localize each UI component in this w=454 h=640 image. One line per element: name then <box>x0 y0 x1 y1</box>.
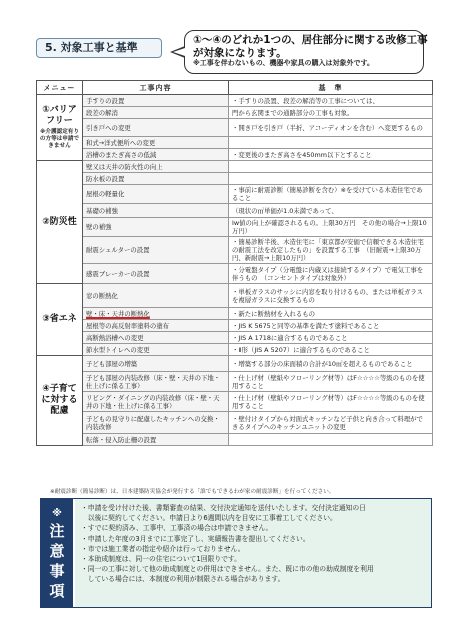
menu-title: フリー <box>46 116 73 126</box>
criteria-cell: ・Ⅱ形（JIS A 5207）に適合するものであること <box>229 344 433 356</box>
table-row <box>37 149 433 161</box>
notice-label-char: 項 <box>49 582 65 600</box>
work-cell: 基礎の補強 <box>83 204 229 218</box>
work-cell: 屋根の軽量化 <box>83 185 229 204</box>
table-row <box>37 204 433 218</box>
criteria-cell <box>229 161 433 173</box>
notice-body <box>75 499 431 607</box>
work-cell: リビング・ダイニングの内装改修（床・壁・天井の下地・仕上げに係る工事） <box>83 392 229 412</box>
menu-disaster <box>37 161 83 284</box>
notice-line: ・市では施工業者の指定や紹介は行っておりません。 <box>81 544 245 553</box>
table-row <box>37 332 433 344</box>
callout-note: ※工事を伴わないもの、機器や家具の購入は対象外です。 <box>193 59 374 67</box>
work-cell: 耐震シェルターの設置 <box>83 237 229 264</box>
criteria-cell: ・仕上げ材（壁紙やフローリング材等）はF☆☆☆☆等級のものを使用すること <box>229 372 433 392</box>
work-cell: 窓の断熱化 <box>83 284 229 308</box>
criteria-cell: ・壁付けタイプから対面式キッチンなど子供と向き合って料理ができるタイプへのキッチンユニットの変更 <box>229 412 433 434</box>
table-row <box>37 119 433 137</box>
table-row <box>37 320 433 332</box>
work-cell: 浴槽のまたぎ高さの低減 <box>83 149 229 161</box>
menu-title: に対する <box>41 395 78 405</box>
table-row <box>37 392 433 412</box>
menu-title: ②防災性 <box>42 216 77 227</box>
table-row <box>37 284 433 308</box>
criteria-cell: 門から玄関までの通路部分の工事も対象。 <box>229 107 433 119</box>
table-row <box>37 356 433 372</box>
work-cell: 防水板の設置 <box>83 173 229 185</box>
criteria-cell: ・分電盤タイプ（分電盤に内蔵又は接続するタイプ）で電気工事を伴うもの （コンセントタイプは対象外） <box>229 264 433 284</box>
callout-tail-inner <box>173 48 185 56</box>
criteria-cell: ・手すりの設置、段差の解消等の工事については、 <box>229 95 433 107</box>
section-title: 5. 対象工事と基準 <box>36 38 162 58</box>
criteria-cell: ・増築する部分の床面積の合計が10㎡を超えるものであること <box>229 356 433 372</box>
criteria-cell: Iw値の向上が確認されるもの。上限30万円 その他の場合→上限10万円） <box>229 218 433 237</box>
table-row <box>37 412 433 434</box>
criteria-cell: ・仕上げ材（壁紙やフローリング材等）はF☆☆☆☆等級のものを使用すること <box>229 392 433 412</box>
header-work: 工事内容 <box>83 81 229 95</box>
criteria-cell: ・JIS K 5675と同等の基準を満たす塗料であること <box>229 320 433 332</box>
work-cell: 子ども部屋の内装改修（床・壁・天井の下地・仕上げに係る工事） <box>83 372 229 392</box>
work-cell: 屋根等の高反射率塗料の塗布 <box>83 320 229 332</box>
table-row <box>37 95 433 107</box>
criteria-cell: （現状の㎡単価が1.0未満であって、 <box>229 204 433 218</box>
work-cell: 節水型トイレへの変更 <box>83 344 229 356</box>
callout-line2: が対象になります。 <box>193 46 287 59</box>
callout-box <box>184 30 428 74</box>
criteria-cell: ・事前に耐震診断（簡易診断を含む）※を受けている木造住宅であること <box>229 185 433 204</box>
menu-barrier-free <box>37 95 83 161</box>
work-cell: 手すりの設置 <box>83 95 229 107</box>
work-cell: 壁又は天井の防火性の向上 <box>83 161 229 173</box>
criteria-cell <box>229 173 433 185</box>
menu-title: 配慮 <box>50 406 69 416</box>
table-row <box>37 264 433 284</box>
menu-childcare <box>37 356 83 446</box>
notice-mark: ※ <box>52 508 62 519</box>
callout-line1: ①～④のどれか1つの、居住部分に関する改修工事 <box>193 34 428 46</box>
work-cell: 段差の解消 <box>83 107 229 119</box>
criteria-cell: ・新たに断熱材を入れるもの <box>229 308 433 320</box>
notice-label-char: 注 <box>49 522 65 540</box>
menu-title: ③省エネ <box>42 314 77 324</box>
notice-line: 以後に契約してください。申請日より6週間以内を目安に工事着工してください。 <box>81 514 337 523</box>
table-row <box>37 218 433 237</box>
table-row <box>37 161 433 173</box>
work-cell: 高断熱浴槽への変更 <box>83 332 229 344</box>
notice-label-char: 意 <box>49 542 65 560</box>
menu-note: ※介護認定有りの方等は申請できません <box>39 129 80 149</box>
criteria-cell: ・JIS A 1718に適合するものであること <box>229 332 433 344</box>
notice-line: ・同一の工事に対して他の助成制度との併用はできません。また、既に市の他の助成制度を利用 <box>81 565 374 574</box>
header-menu: メニュー <box>37 81 83 95</box>
table-row <box>37 185 433 204</box>
work-cell: 感震ブレーカーの設置 <box>83 264 229 284</box>
notice-box <box>40 498 432 608</box>
notice-line: している場合には、本制度の利用が制限される場合があります。 <box>81 575 285 584</box>
criteria-cell: ・開き戸を引き戸（半折、アコーディオンを含む）へ変更するもの <box>229 119 433 137</box>
work-cell: 転落・侵入防止柵の設置 <box>83 434 229 446</box>
footnote: ※耐震診断（簡易診断）は、日本建築防災協会が発行する「誰でもできるわが家の耐震診断」を行ってください。 <box>50 489 335 495</box>
criteria-cell <box>229 434 433 446</box>
notice-sidebar <box>41 499 73 607</box>
criteria-cell: ・単板ガラスのサッシに内窓を取り付けるもの、または単板ガラスを複層ガラスに交換するもの <box>229 284 433 308</box>
table-header-row <box>37 81 433 95</box>
notice-label-char: 事 <box>49 562 65 580</box>
table-row <box>37 237 433 264</box>
menu-title: ①バリア <box>42 105 77 115</box>
criteria-cell: ・簡易診断半後、木造住宅に「東京都が安価で信頼できる木造住宅の耐震工法を改定したもの」を設置する工事 （旧耐震→上限30万円、新耐震→上限10万円） <box>229 237 433 264</box>
work-cell: 子どもの見守りに配慮したキッチンへの交換・内装改修 <box>83 412 229 434</box>
table-row <box>37 372 433 392</box>
work-cell: 壁の補強 <box>83 218 229 237</box>
header-criteria: 基 準 <box>229 81 433 95</box>
work-cell: 和式→洋式便所への変更 <box>83 137 229 149</box>
notice-line: ・すでに契約済み、工事中、工事済の場合は申請できません。 <box>81 524 273 533</box>
work-cell: 引き戸への変更 <box>83 119 229 137</box>
table-row <box>37 107 433 119</box>
work-cell-underlined: 壁・床・天井の断熱化 <box>86 309 150 318</box>
table-row <box>37 434 433 446</box>
notice-line: ・本助成制度は、同一の住宅について1回限りです。 <box>81 555 241 564</box>
menu-title: ④子育て <box>42 384 77 394</box>
criteria-table <box>36 80 433 446</box>
table-row <box>37 137 433 149</box>
menu-energy <box>37 284 83 356</box>
table-row <box>37 173 433 185</box>
criteria-cell <box>229 137 433 149</box>
notice-line: ・申請を受け付けた後、書類審査の結果、交付決定通知を送付いたします。交付決定通知の日 <box>81 504 366 512</box>
work-cell <box>83 308 229 320</box>
work-cell: 子ども部屋の増築 <box>83 356 229 372</box>
table-row <box>37 344 433 356</box>
criteria-cell: ・変更後のまたぎ高さを450mm以下とすること <box>229 149 433 161</box>
table-row <box>37 308 433 320</box>
notice-line: ・申請した年度の3月までに工事完了し、実績報告書を提出してください。 <box>81 534 310 543</box>
